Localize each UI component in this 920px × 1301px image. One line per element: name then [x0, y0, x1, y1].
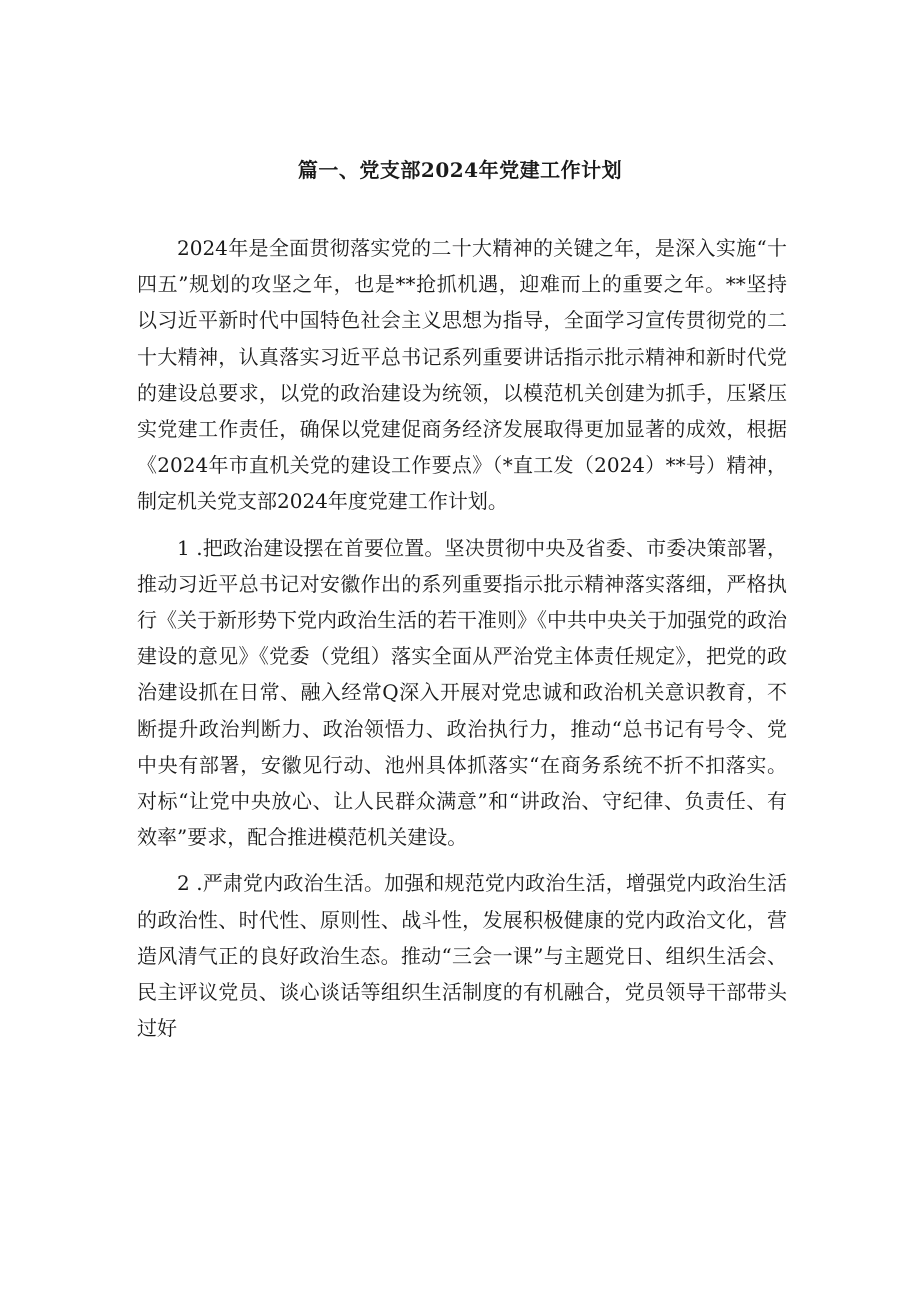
- section-1-paragraph: 1 .把政治建设摆在首要位置。坚决贯彻中央及省委、市委决策部署，推动习近平总书记对安徽作出的系列重要指示批示精神落实落细，严格执行《关于新形势下党内政治生活的若干准则》《中共中央关于加强党的政治建设的意见》《党委（党组）落实全面从严治党主体责任规定》，把党的政治建设抓在日常、融入经常Q深入开展对党忠诚和政治机关意识教育，不断提升政治判断力、政治领悟力、政治执行力，推动“总书记有号令、党中央有部署，安徽见行动、池州具体抓落实“在商务系统不折不扣落实。对标“让党中央放心、让人民群众满意”和“讲政治、守纪律、负责任、有效率”要求，配合推进模范机关建设。: [137, 535, 787, 850]
- document-body: [137, 230, 787, 1056]
- document-title: 篇一、党支部2024年党建工作计划: [297, 158, 623, 182]
- intro-paragraph: 2024年是全面贯彻落实党的二十大精神的关键之年，是深入实施“十四五”规划的攻坚之年，也是**抢抓机遇，迎难而上的重要之年。**坚持以习近平新时代中国特色社会主义思想为指导，全面学习宣传贯彻党的二十大精神，认真落实习近平总书记系列重要讲话指示批示精神和新时代党的建设总要求，以党的政治建设为统领，以模范机关创建为抓手，压紧压实党建工作责任，确保以党建促商务经济发展取得更加显著的成效，根据《2024年市直机关党的建设工作要点》（*直工发（2024）**号）精神，制定机关党支部2024年度党建工作计划。: [137, 236, 787, 514]
- section-2-paragraph: 2 .严肃党内政治生活。加强和规范党内政治生活，增强党内政治生活的政治性、时代性、原则性、战斗性，发展积极健康的党内政治文化，营造风清气正的良好政治生态。推动“三会一课”与主题党日、组织生活会、民主评议党员、谈心谈话等组织生活制度的有机融合，党员领导干部带头过好: [137, 871, 787, 1041]
